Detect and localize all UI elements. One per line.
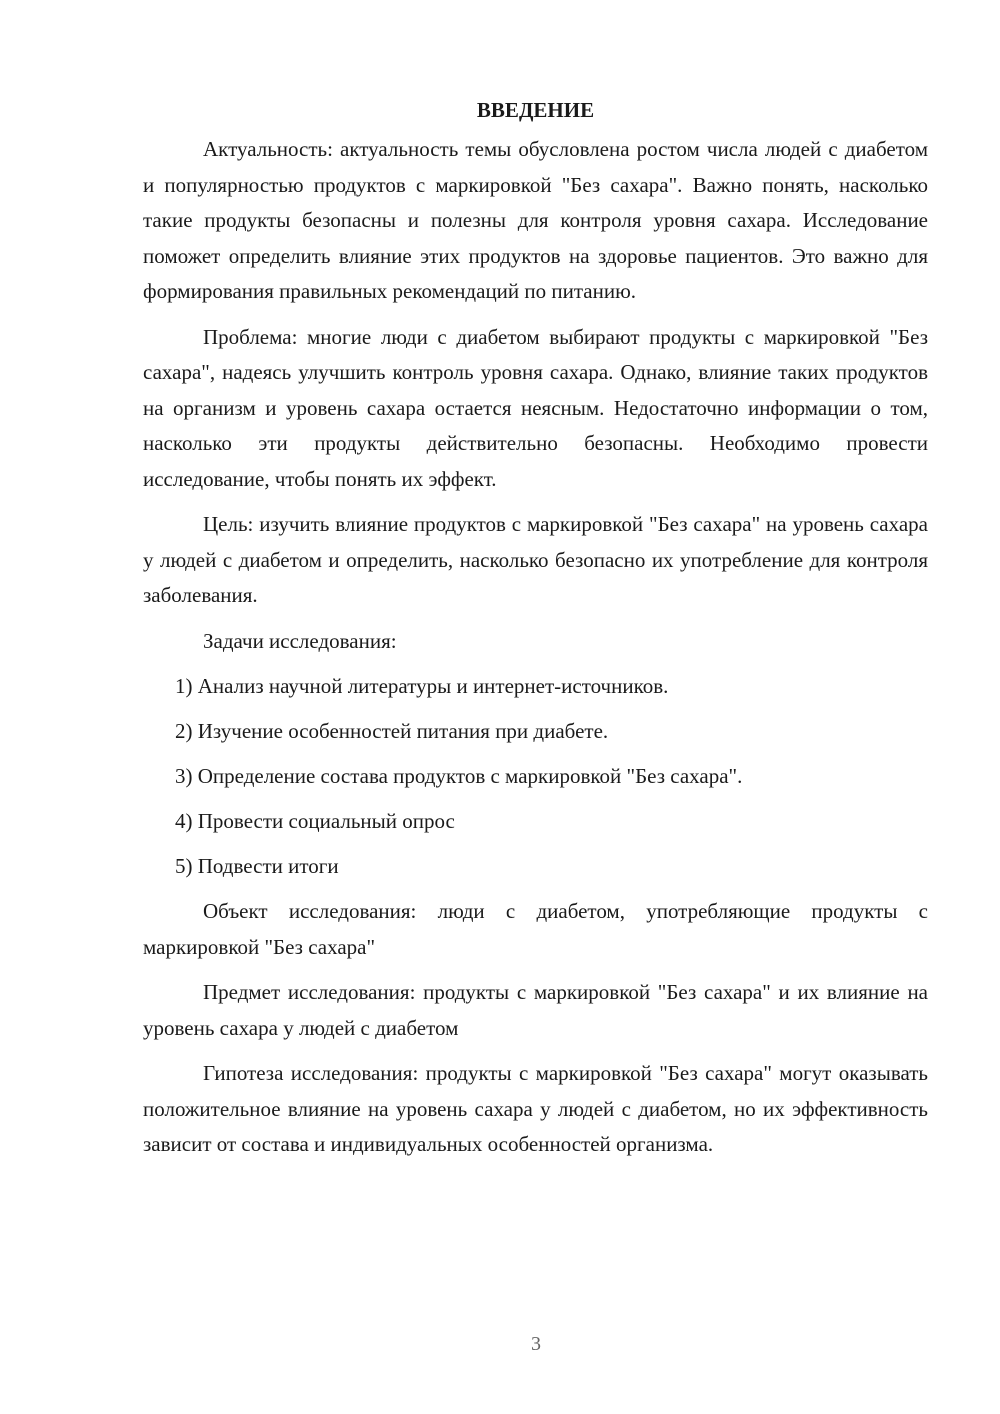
task-item: 2) Изучение особенностей питания при диабете. [175, 719, 609, 743]
task-item: 4) Провести социальный опрос [175, 809, 455, 833]
page-content [143, 96, 928, 1173]
subject-paragraph: Предмет исследования: продукты с маркировкой "Без сахара" и их влияние на уровень сахара у людей с диабетом [143, 980, 928, 1040]
task-item: 3) Определение состава продуктов с маркировкой "Без сахара". [175, 764, 743, 788]
task-item: 5) Подвести итоги [175, 854, 339, 878]
tasks-heading: Задачи исследования: [203, 628, 397, 653]
tasks-list [143, 669, 928, 885]
relevance-paragraph: Актуальность: актуальность темы обусловлена ростом числа людей с диабетом и популярностью продуктов с маркировкой "Без сахара". Важно понять, насколько такие продукты безопасны и полезны для контроля уровня сахара. Исследование поможет определить влияние этих продуктов на здоровье пациентов. Это важно для формирования правильных рекомендаций по питанию. [143, 137, 928, 303]
page-number: 3 [531, 1333, 541, 1355]
page-title: ВВЕДЕНИЕ [476, 98, 595, 122]
task-item: 1) Анализ научной литературы и интернет-источников. [175, 674, 669, 698]
problem-paragraph: Проблема: многие люди с диабетом выбирают продукты с маркировкой "Без сахара", надеясь улучшить контроль уровня сахара. Однако, влияние таких продуктов на организм и уровень сахара остается неясным. Недостаточно информации о том, насколько эти продукты действительно безопасны. Необходимо провести исследование, чтобы понять их эффект. [143, 324, 928, 491]
object-paragraph: Объект исследования: люди с диабетом, употребляющие продукты с маркировкой "Без сахара" [143, 899, 928, 959]
goal-paragraph: Цель: изучить влияние продуктов с маркировкой "Без сахара" на уровень сахара у людей с диабетом и определить, насколько безопасно их употребление для контроля заболевания. [143, 512, 928, 607]
hypothesis-paragraph: Гипотеза исследования: продукты с маркировкой "Без сахара" могут оказывать положительное влияние на уровень сахара у людей с диабетом, но их эффективность зависит от состава и индивидуальных особенностей организма. [143, 1061, 928, 1156]
